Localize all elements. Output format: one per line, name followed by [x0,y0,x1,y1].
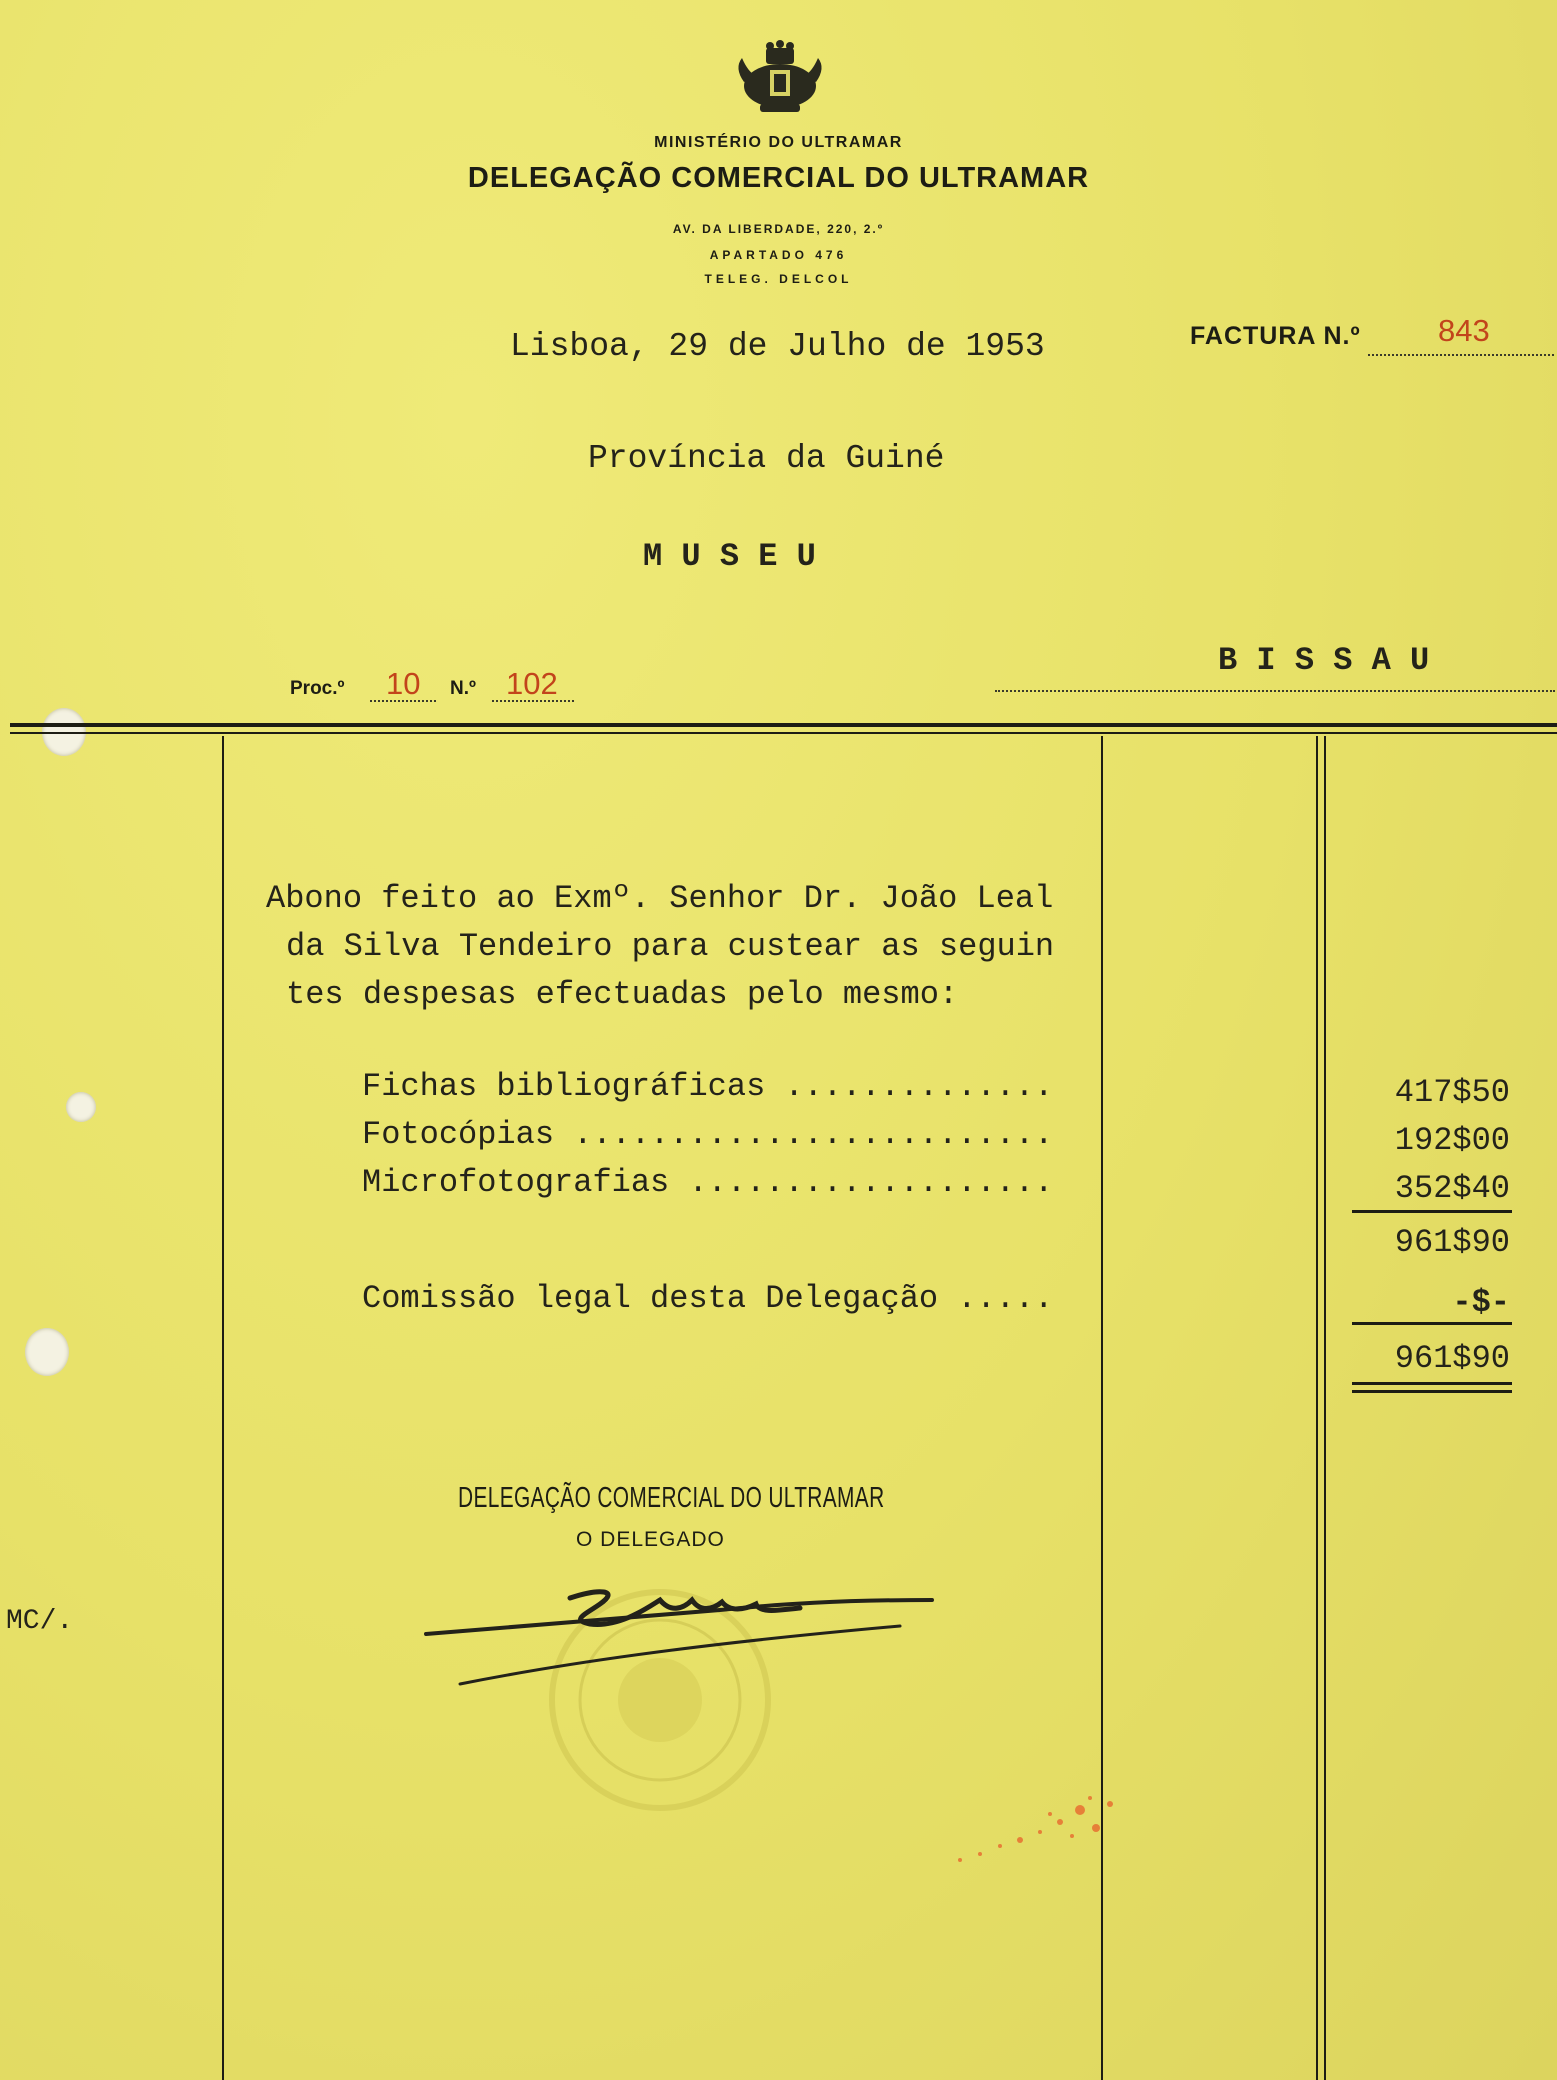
body-line-2: da Silva Tendeiro para custear as seguin [286,928,1055,965]
column-rule-right-2 [1324,736,1326,2080]
ministry-heading: MINISTÉRIO DO ULTRAMAR [654,134,903,151]
recipient-city: B I S S A U [1218,642,1430,679]
address-line-3: TELEG. DELCOL [704,272,853,286]
invoice-number: 843 [1438,313,1490,348]
n-label: N.º [450,678,476,699]
recipient-province: Província da Guiné [588,440,945,477]
body-line-1: Abono feito ao Exmº. Senhor Dr. João Leal [266,880,1054,917]
punch-hole [25,1328,69,1376]
total-rule [1352,1322,1512,1325]
body-line-3: tes despesas efectuadas pelo mesmo: [286,976,959,1013]
table-top-rule-thin [10,732,1557,734]
item-label-2: Fotocópias ......................... [362,1116,1054,1153]
address-line-2: APARTADO 476 [709,248,848,262]
city-line [995,690,1555,692]
reference-initials: MC/. [6,1606,74,1637]
punch-hole [66,1092,96,1122]
item-amount-1: 417$50 [1394,1074,1510,1111]
proc-value: 10 [386,666,421,701]
proc-label: Proc.º [290,678,345,699]
item-label-3: Microfotografias ................... [362,1164,1054,1201]
total-double-rule-2 [1352,1390,1512,1393]
item-label-1: Fichas bibliográficas .............. [362,1068,1054,1105]
subtotal-rule [1352,1210,1512,1213]
column-rule-left [222,736,224,2080]
item-amount-2: 192$00 [1394,1122,1510,1159]
delegation-heading: DELEGAÇÃO COMERCIAL DO ULTRAMAR [467,162,1090,194]
total-double-rule-1 [1352,1382,1512,1385]
stamp-line-2: O DELEGADO [576,1528,725,1551]
n-value: 102 [506,666,558,701]
invoice-number-line [1368,354,1554,356]
total-amount: 961$90 [1394,1340,1510,1377]
address-line-1: AV. DA LIBERDADE, 220, 2.º [672,222,885,236]
signature-icon [420,1570,940,1690]
table-top-rule [10,723,1557,727]
place-date: Lisboa, 29 de Julho de 1953 [510,328,1045,365]
recipient-institution: M U S E U [643,538,816,575]
stamp-line-1: DELEGAÇÃO COMERCIAL DO ULTRAMAR [458,1482,885,1514]
commission-amount: -$- [1452,1284,1510,1321]
item-amount-3: 352$40 [1394,1170,1510,1207]
ink-stain-icon [900,1770,1160,1890]
invoice-label: FACTURA N.º [1190,322,1361,350]
subtotal-amount: 961$90 [1394,1224,1510,1261]
coat-of-arms-icon [730,38,830,118]
column-rule-right-1 [1316,736,1318,2080]
commission-label: Comissão legal desta Delegação ..... [362,1280,1054,1317]
